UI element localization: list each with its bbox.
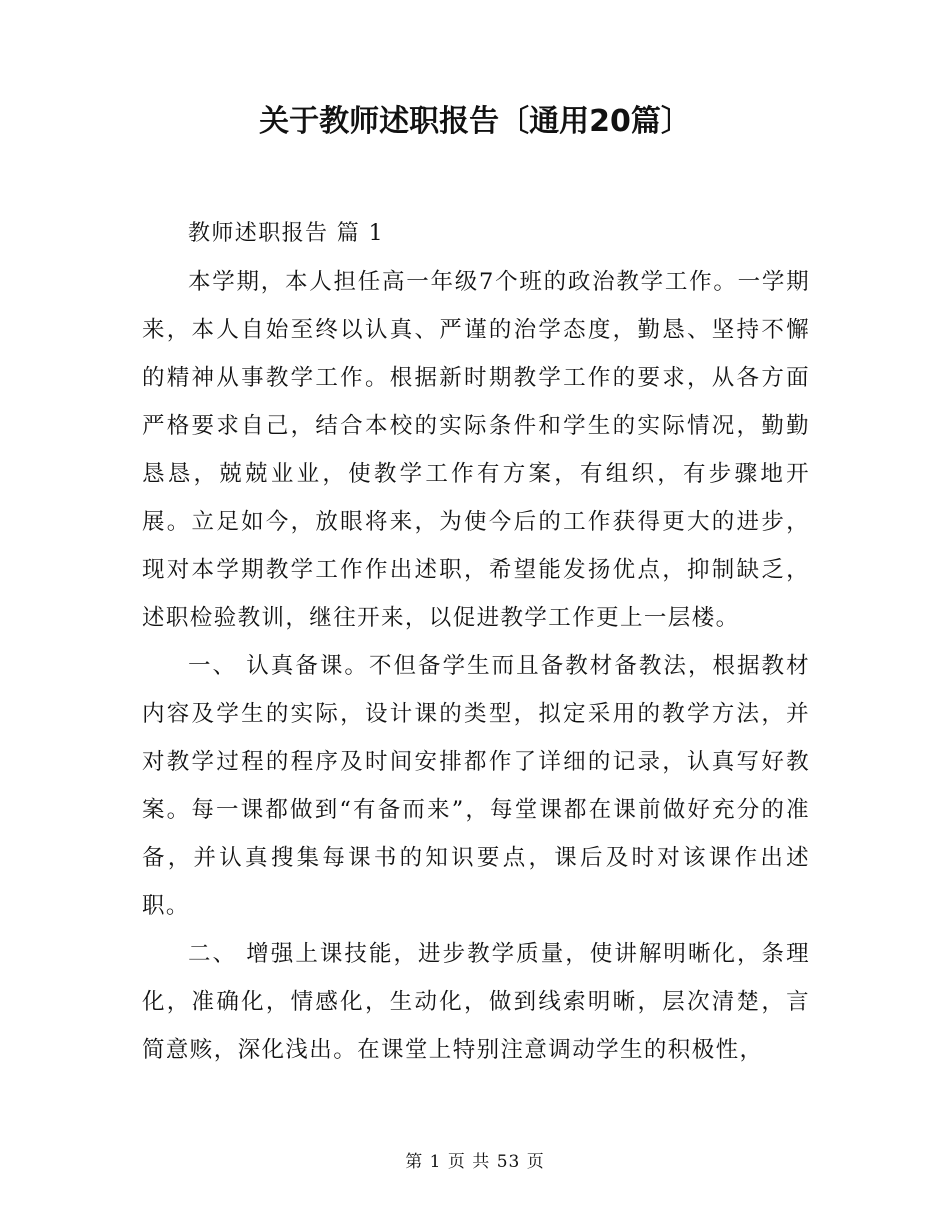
document-body — [142, 210, 810, 1074]
page-number-footer: 第 1 页 共 53 页 — [405, 1152, 545, 1172]
paragraph-intro: 本学期，本人担任高一年级7个班的政治教学工作。一学期来，本人自始至终以认真、严谨的治学态度，勤恳、坚持不懈的精神从事教学工作。根据新时期教学工作的要求，从各方面严格要求自己，结合本校的实际条件和学生的实际情况，勤勤恳恳，兢兢业业，使教学工作有方案，有组织，有步骤地开展。立足如今，放眼将来，为使今后的工作获得更大的进步，现对本学期教学工作作出述职，希望能发扬优点，抑制缺乏，述职检验教训，继往开来，以促进教学工作更上一层楼。 — [142, 269, 810, 631]
document-title: 关于教师述职报告〔通用20篇〕 — [259, 104, 691, 139]
paragraph-point-1: 一、 认真备课。不但备学生而且备教材备教法，根据教材内容及学生的实际，设计课的类型，拟定采用的教学方法，并对教学过程的程序及时间安排都作了详细的记录，认真写好教案。每一课都做到“有备而来”，每堂课都在课前做好充分的准备，并认真搜集每课书的知识要点，课后及时对该课作出述职。 — [142, 653, 810, 919]
section-heading: 教师述职报告 篇 1 — [188, 221, 384, 246]
paragraph-point-2: 二、 增强上课技能，进步教学质量，使讲解明晰化，条理化，准确化，情感化，生动化，做到线索明晰，层次清楚，言简意赅，深化浅出。在课堂上特别注意调动学生的积极性， — [142, 941, 810, 1063]
